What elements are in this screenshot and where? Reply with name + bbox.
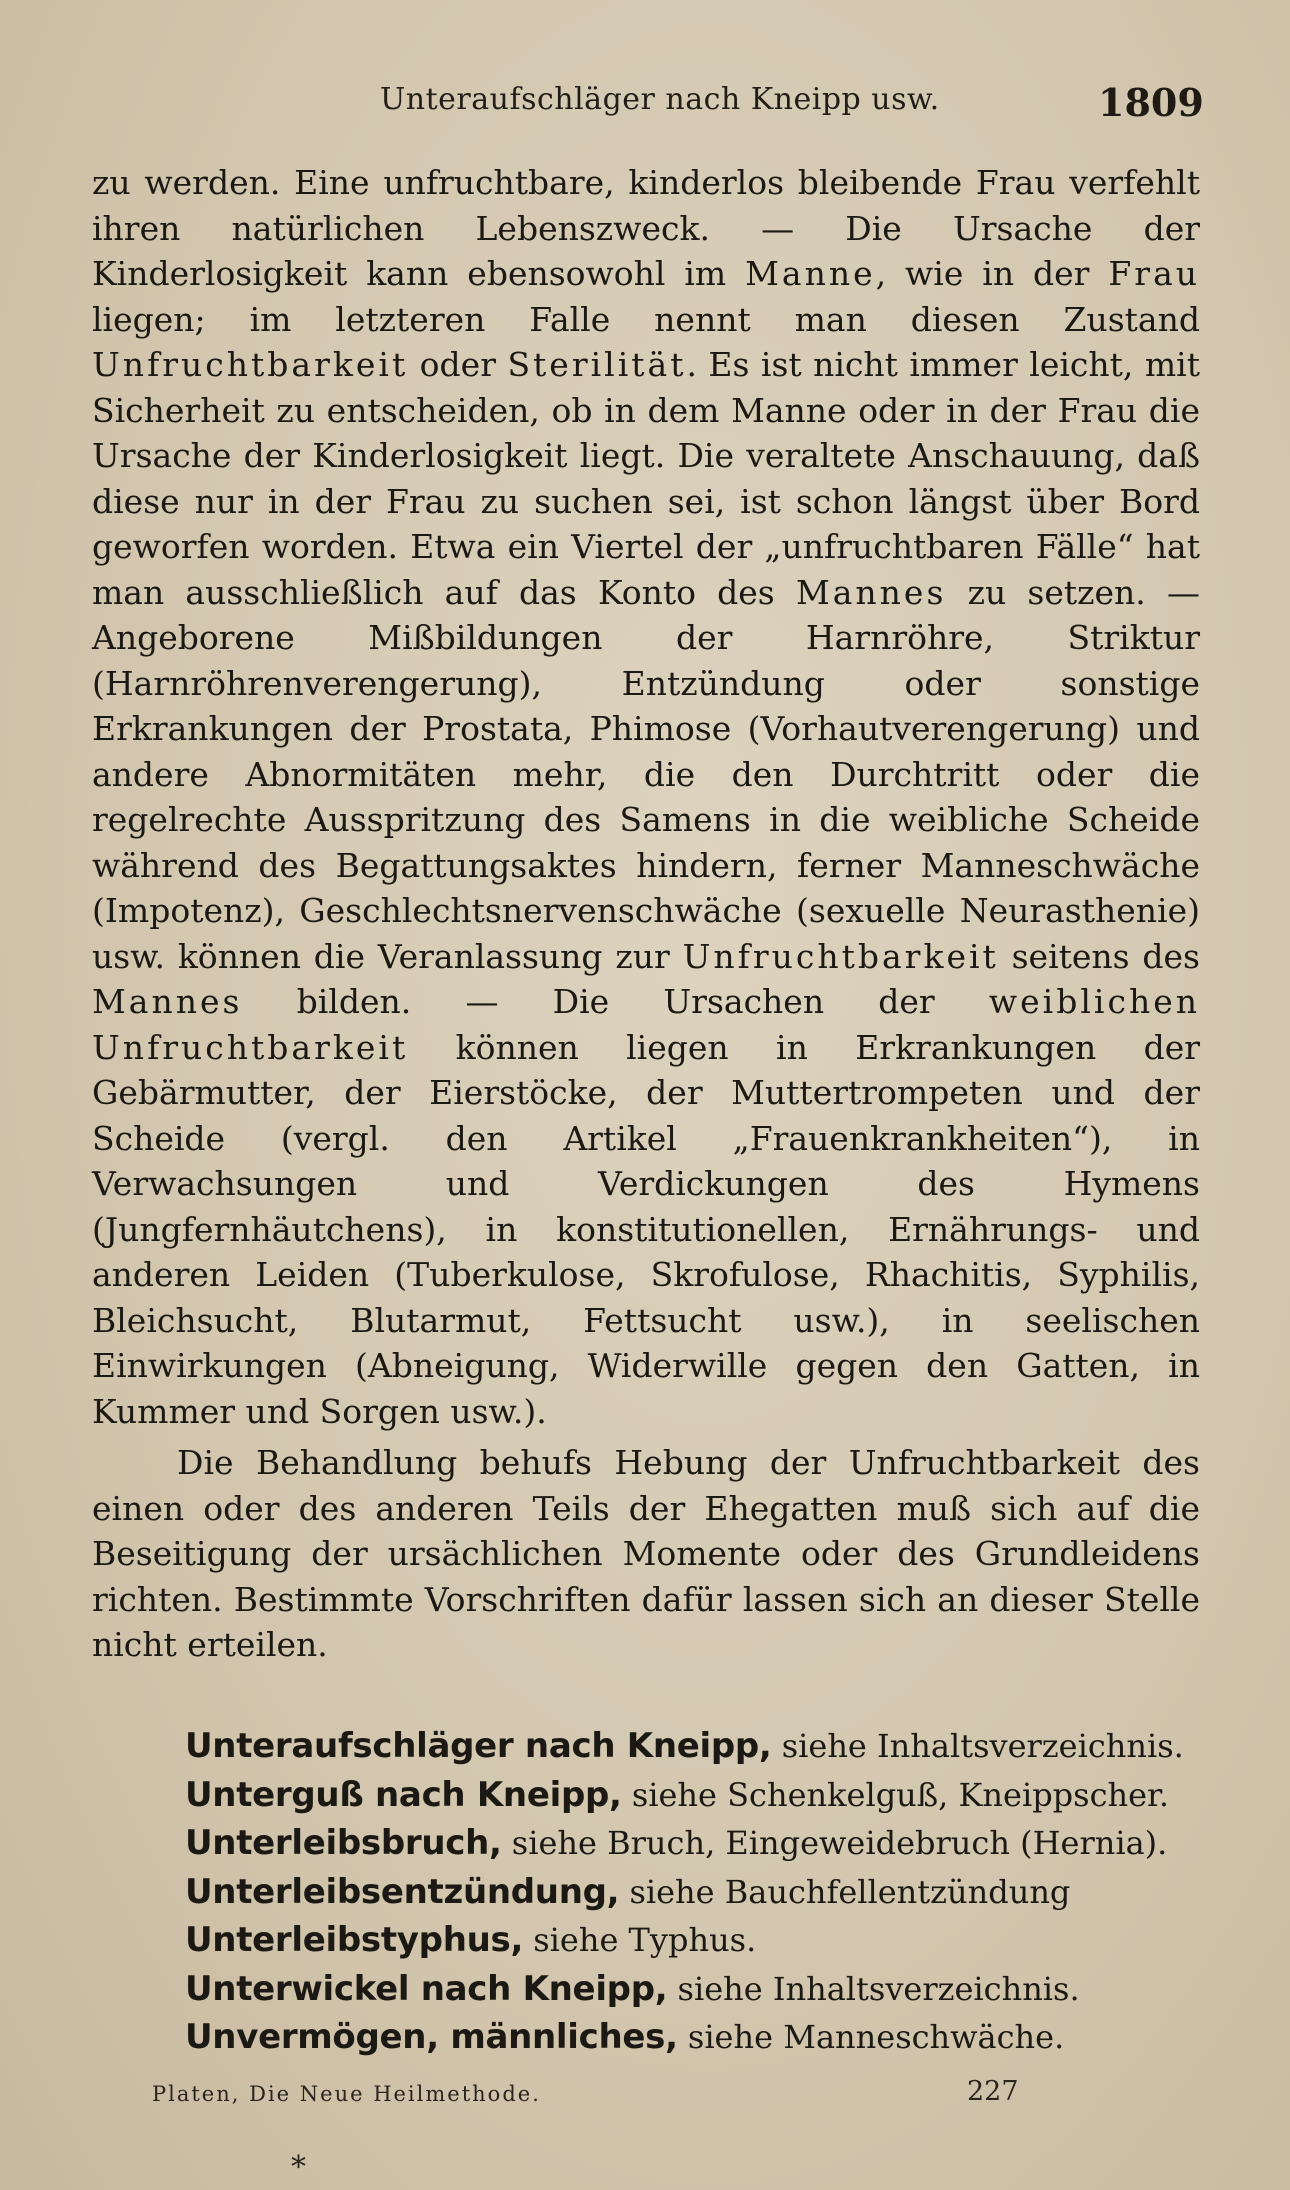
running-title: Unteraufschläger nach Kneipp usw.	[380, 82, 940, 117]
index-entry	[185, 1868, 1215, 1917]
entry-reference: siehe Typhus.	[523, 1921, 757, 1959]
emphasis: Mannes	[92, 982, 243, 1021]
body-text	[92, 160, 1200, 1668]
entry-term: Unterguß nach Kneipp,	[185, 1774, 622, 1815]
entry-reference: siehe Inhaltsverzeichnis.	[667, 1969, 1080, 2008]
sheet-number: 227	[967, 2076, 1019, 2107]
emphasis: Frau	[1108, 254, 1200, 293]
index-entry	[185, 1965, 1215, 2014]
index-entry	[185, 1916, 1215, 1965]
entry-reference: siehe Inhaltsverzeichnis.	[771, 1727, 1184, 1765]
emphasis: Manne	[745, 254, 876, 293]
index-entry	[185, 2013, 1215, 2062]
index-entry	[185, 1771, 1215, 1820]
text-run: , wie in der	[875, 254, 1109, 293]
entry-term: Unterwickel nach Kneipp,	[185, 1968, 668, 2009]
emphasis: weiblichen Unfruchtbarkeit	[92, 982, 1200, 1067]
entry-reference: siehe Manneschwäche.	[677, 2018, 1065, 2056]
entry-term: Unterleibstyphus,	[185, 1920, 524, 1960]
entry-reference: siehe Bruch, Eingeweidebruch (Hernia).	[501, 1824, 1168, 1862]
text-run: oder	[408, 345, 508, 384]
text-run: können liegen in Erkrankungen der Gebärmutter, der Eierstöcke, der Muttertrompeten und der Scheide (vergl. den Artikel „Frauenkrankheiten“), in Verwachsungen und Verdickungen des Hymens (Jungfernhäutchens), in konstitutionellen, Ernährungs- und anderen Leiden (Tuberkulose, Skrofulose, Rhachitis, Syphilis, Bleichsucht, Blutarmut, Fettsucht usw.), in seelischen Einwirkungen (Abneigung, Widerwille gegen den Gatten, in Kummer und Sorgen usw.).	[92, 1027, 1200, 1431]
index-entries	[185, 1722, 1215, 2062]
index-entry	[185, 1819, 1215, 1868]
emphasis: Sterilität	[507, 345, 687, 384]
text-run: liegen; im letzteren Falle nennt man diesen Zustand	[92, 299, 1200, 339]
text-run: seitens des	[998, 936, 1200, 976]
text-run: zu setzen. — Angeborene Mißbildungen der Harnröhre, Striktur (Harnröhrenverengerung), Entzündung oder sonstige Erkrankungen der Prostata, Phimose (Vorhautverengerung) und andere Abnormitäten mehr, die den Durchtritt oder die regelrechte Ausspritzung des Samens in die weibliche Scheide während des Begattungsaktes hindern, ferner Manneschwäche (Impotenz), Geschlechtsnervenschwäche (sexuelle Neurasthenie) usw. können die Veranlassung zur	[92, 572, 1200, 976]
entry-term: Unterleibsbruch,	[185, 1823, 502, 1863]
index-entry	[185, 1722, 1215, 1771]
footer-signature: Platen, Die Neue Heilmethode.	[152, 2082, 541, 2106]
paragraph-1	[92, 160, 1200, 1434]
emphasis: Unfruchtbarkeit	[92, 345, 409, 384]
page-number: 1809	[1098, 80, 1204, 125]
entry-term: Unvermögen, männliches,	[185, 2017, 678, 2057]
emphasis: Mannes	[795, 572, 947, 612]
text-run: bilden. — Die Ursachen der	[242, 982, 989, 1021]
paragraph-2: Die Behandlung behufs Hebung der Unfruchtbarkeit des einen oder des anderen Teils der Ehegatten muß sich auf die Beseitigung der ursächlichen Momente oder des Grundleidens richten. Bestimmte Vorschriften dafür lassen sich an dieser Stelle nicht erteilen.	[92, 1443, 1200, 1664]
entry-term: Unterleibsentzündung,	[185, 1871, 620, 1912]
text-run: . Es ist nicht immer leicht, mit Sicherheit zu entscheiden, ob in dem Manne oder in der Frau die Ursache der Kinderlosigkeit liegt. Die veraltete Anschauung, daß diese nur in der Frau zu suchen sei, ist schon längst über Bord geworfen worden. Etwa ein Viertel der „unfruchtbaren Fälle“ hat man ausschließlich auf das Konto des	[92, 345, 1200, 612]
asterisk-mark: *	[291, 2150, 306, 2185]
text-run: zu werden. Eine unfruchtbare, kinderlos bleibende Frau verfehlt ihren natürlichen Lebenszweck. — Die Ursache der Kinderlosigkeit kann ebensowohl im	[92, 163, 1200, 293]
entry-reference: siehe Schenkelguß, Kneippscher.	[621, 1775, 1169, 1814]
entry-reference: siehe Bauchfellentzündung	[619, 1872, 1071, 1911]
entry-term: Unteraufschläger nach Kneipp,	[185, 1726, 772, 1766]
emphasis: Unfruchtbarkeit	[682, 936, 999, 976]
